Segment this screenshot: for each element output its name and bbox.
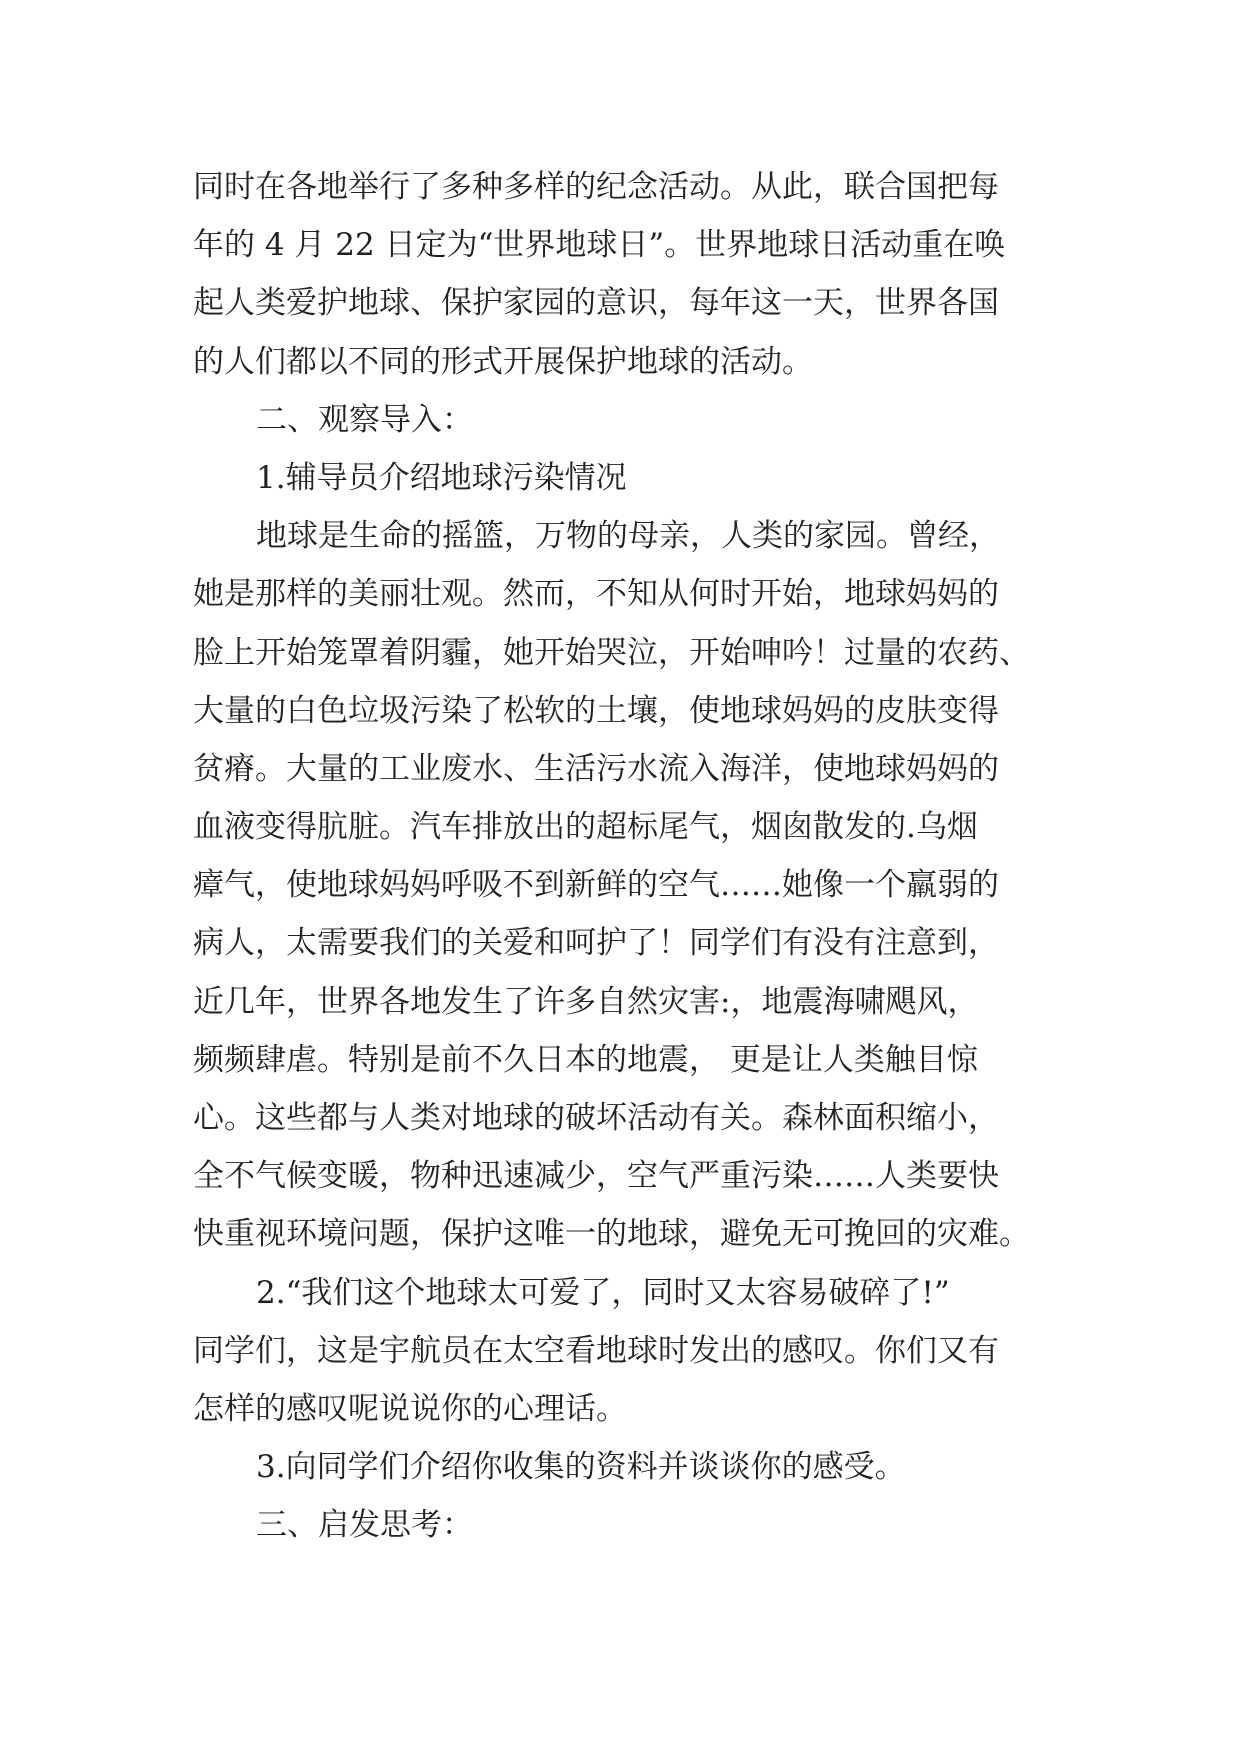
section-heading: 二、观察导入：	[256, 401, 473, 438]
paragraph-line: 她是那样的美丽壮观。然而，不知从何时开始，地球妈妈的	[193, 576, 999, 613]
paragraph-line: 瘴气，使地球妈妈呼吸不到新鲜的空气……她像一个羸弱的	[193, 867, 999, 904]
paragraph-line: 心。这些都与人类对地球的破坏活动有关。森林面积缩小，	[193, 1100, 999, 1136]
paragraph-line: 病人，太需要我们的关爱和呵护了！同学们有没有注意到，	[193, 925, 999, 962]
paragraph-line: 同学们，这是宇航员在太空看地球时发出的感叹。你们又有	[193, 1332, 999, 1369]
paragraph-line: 贫瘠。大量的工业废水、生活污水流入海洋，使地球妈妈的	[193, 750, 999, 787]
paragraph-line: 怎样的感叹呢说说你的心理话。	[193, 1390, 627, 1427]
paragraph-line: 频频肆虐。特别是前不久日本的地震， 更是让人类触目惊	[193, 1041, 978, 1078]
section-heading: 三、启发思考：	[256, 1507, 473, 1544]
paragraph-line: 地球是生命的摇篮，万物的母亲，人类的家园。曾经，	[256, 518, 1000, 555]
paragraph-line: 全不气候变暖，物种迅速减少，空气严重污染……人类要快	[193, 1158, 999, 1195]
paragraph-line: 快重视环境问题，保护这唯一的地球，避免无可挽回的灾难。	[193, 1216, 1030, 1253]
paragraph-line: 血液变得肮脏。汽车排放出的超标尾气，烟囱散发的.乌烟	[193, 809, 978, 846]
paragraph-line: 3.向同学们介绍你收集的资料并谈谈你的感受。	[256, 1449, 906, 1486]
paragraph-line: 同时在各地举行了多种多样的纪念活动。从此，联合国把每	[193, 169, 999, 205]
paragraph-line: 年的 4 月 22 日定为“世界地球日”。世界地球日活动重在唤	[193, 227, 1006, 264]
paragraph-line: 近几年，世界各地发生了许多自然灾害:，地震海啸飓风，	[193, 983, 979, 1020]
paragraph-line: 脸上开始笼罩着阴霾，她开始哭泣，开始呻吟！过量的农药、	[193, 634, 1030, 671]
paragraph-line: 的人们都以不同的形式开展保护地球的活动。	[193, 343, 813, 380]
paragraph-line: 大量的白色垃圾污染了松软的土壤，使地球妈妈的皮肤变得	[193, 692, 999, 729]
paragraph-line: 起人类爱护地球、保护家园的意识，每年这一天，世界各国	[193, 285, 999, 322]
document-body	[193, 158, 1063, 1555]
paragraph-line: 2.“我们这个地球太可爱了，同时又太容易破碎了!”	[256, 1274, 950, 1311]
subsection-heading: 1.辅导员介绍地球污染情况	[256, 459, 627, 496]
